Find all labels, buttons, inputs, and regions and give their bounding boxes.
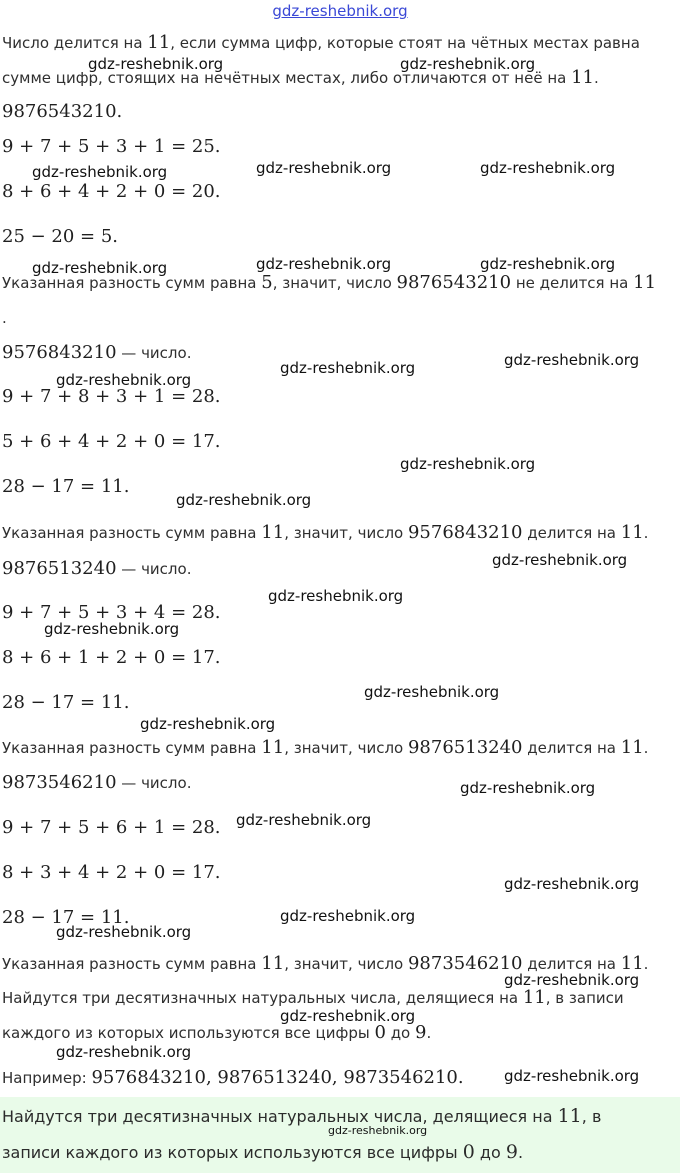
- example4-conclusion: Указанная разность сумм равна 11, значит, число 9873546210 делится на 11.: [2, 953, 649, 974]
- watermark: gdz-reshebnik.org: [504, 971, 640, 989]
- watermark: gdz-reshebnik.org: [504, 1067, 640, 1085]
- watermark: gdz-reshebnik.org: [256, 255, 392, 273]
- summary-line-1: Найдутся три десятизначных натуральных числа, делящиеся на 11, в записи: [2, 987, 624, 1008]
- example4-diff: 28 − 17 = 11.: [2, 907, 130, 928]
- watermark: gdz-reshebnik.org: [400, 455, 536, 473]
- watermark: gdz-reshebnik.org: [400, 55, 536, 73]
- example3-odd-sum: 9 + 7 + 5 + 3 + 4 = 28.: [2, 602, 221, 623]
- watermark: gdz-reshebnik.org: [460, 779, 596, 797]
- watermark: gdz-reshebnik.org: [176, 491, 312, 509]
- example2-odd-sum: 9 + 7 + 8 + 3 + 1 = 28.: [2, 386, 221, 407]
- example3-diff: 28 − 17 = 11.: [2, 692, 130, 713]
- example1-number: 9876543210.: [2, 101, 123, 122]
- watermark: gdz-reshebnik.org: [32, 163, 168, 181]
- watermark: gdz-reshebnik.org: [280, 359, 416, 377]
- rule-line-2: сумме цифр, стоящих на нечётных местах, либо отличаются от неё на 11.: [2, 67, 599, 88]
- example4-odd-sum: 9 + 7 + 5 + 6 + 1 = 28.: [2, 817, 221, 838]
- example1-odd-sum: 9 + 7 + 5 + 3 + 1 = 25.: [2, 136, 221, 157]
- example4-even-sum: 8 + 3 + 4 + 2 + 0 = 17.: [2, 862, 221, 883]
- watermark: gdz-reshebnik.org: [364, 683, 500, 701]
- watermark: gdz-reshebnik.org: [280, 1007, 416, 1025]
- watermark: gdz-reshebnik.org: [480, 159, 616, 177]
- watermark: gdz-reshebnik.org: [504, 875, 640, 893]
- watermark: gdz-reshebnik.org: [268, 587, 404, 605]
- watermark-small: gdz-reshebnik.org: [328, 1124, 428, 1137]
- example2-conclusion: Указанная разность сумм равна 11, значит, число 9576843210 делится на 11.: [2, 522, 649, 543]
- watermark: gdz-reshebnik.org: [480, 255, 616, 273]
- example1-diff: 25 − 20 = 5.: [2, 226, 119, 247]
- example1-conclusion-dot: .: [2, 309, 7, 327]
- watermark: gdz-reshebnik.org: [88, 55, 224, 73]
- watermark: gdz-reshebnik.org: [32, 259, 168, 277]
- answer-line-1: Найдутся три десятизначных натуральных числа, делящиеся на 11, в: [2, 1105, 602, 1127]
- example2-diff: 28 − 17 = 11.: [2, 476, 130, 497]
- example1-conclusion: Указанная разность сумм равна 5, значит, число 9876543210 не делится на 11: [2, 272, 657, 293]
- watermark: gdz-reshebnik.org: [56, 371, 192, 389]
- watermark: gdz-reshebnik.org: [56, 923, 192, 941]
- example3-conclusion: Указанная разность сумм равна 11, значит, число 9876513240 делится на 11.: [2, 737, 649, 758]
- answer-line-2: записи каждого из которых используются все цифры 0 до 9.: [2, 1141, 524, 1163]
- example3-even-sum: 8 + 6 + 1 + 2 + 0 = 17.: [2, 647, 221, 668]
- example2-even-sum: 5 + 6 + 4 + 2 + 0 = 17.: [2, 431, 221, 452]
- watermark: gdz-reshebnik.org: [56, 1043, 192, 1061]
- site-link[interactable]: gdz-reshebnik.org: [272, 2, 408, 20]
- watermark: gdz-reshebnik.org: [256, 159, 392, 177]
- watermark: gdz-reshebnik.org: [236, 811, 372, 829]
- example4-number: 9873546210 — число.: [2, 772, 192, 793]
- examples-line: Например: 9576843210, 9876513240, 9873546210.: [2, 1067, 464, 1088]
- example2-number: 9576843210 — число.: [2, 342, 192, 363]
- watermark: gdz-reshebnik.org: [504, 351, 640, 369]
- watermark: gdz-reshebnik.org: [280, 907, 416, 925]
- watermark: gdz-reshebnik.org: [140, 715, 276, 733]
- example1-even-sum: 8 + 6 + 4 + 2 + 0 = 20.: [2, 181, 221, 202]
- watermark: gdz-reshebnik.org: [44, 620, 180, 638]
- watermark: gdz-reshebnik.org: [492, 551, 628, 569]
- summary-line-2: каждого из которых используются все цифры 0 до 9.: [2, 1022, 432, 1043]
- rule-line-1: Число делится на 11, если сумма цифр, которые стоят на чётных местах равна: [2, 32, 640, 53]
- example3-number: 9876513240 — число.: [2, 558, 192, 579]
